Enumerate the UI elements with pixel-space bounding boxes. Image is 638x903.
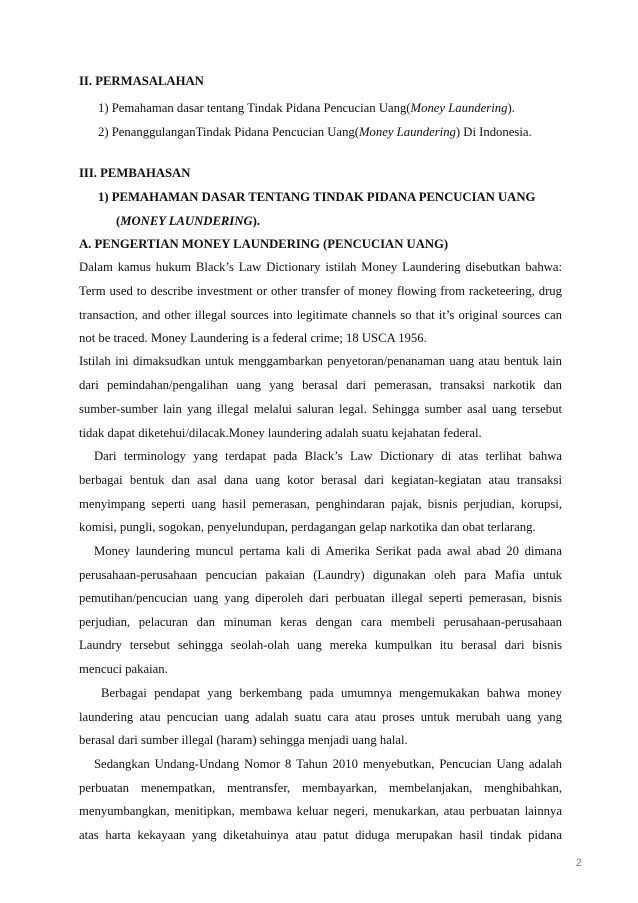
paragraph-line: pemutihan/pencucian uang yang diperoleh dari perbuatan illegal seperti pemerasan, bisnis [79, 591, 562, 605]
subsection-heading-1: 1) PEMAHAMAN DASAR TENTANG TINDAK PIDANA PENCUCIAN UANG [98, 190, 536, 204]
page-number: 2 [575, 857, 582, 869]
paragraph-line: perbuatan menempatkan, mentransfer, membayarkan, membelanjakan, menghibahkan, [79, 781, 562, 795]
paragraph-line: menyumbangkan, menitipkan, membawa keluar negeri, menukarkan, atau perbuatan lainnya [79, 804, 562, 818]
list-item-2: 2) PenanggulanganTindak Pidana Pencucian Uang(Money Laundering) Di Indonesia. [98, 125, 532, 139]
paragraph-line: perusahaan-perusahaan pencucian pakaian (Laundry) digunakan oleh para Mafia untuk [79, 568, 562, 582]
paragraph-line: Dalam kamus hukum Black’s Law Dictionary istilah Money Laundering disebutkan bahwa: [79, 260, 562, 274]
section-heading-permasalahan: II. PERMASALAHAN [79, 74, 204, 88]
paragraph-line: transaction, and other illegal sources into legitimate channels so that it’s original sources can [79, 308, 562, 322]
list-item-1: 1) Pemahaman dasar tentang Tindak Pidana Pencucian Uang(Money Laundering). [98, 101, 515, 115]
subsection-heading-a: A. PENGERTIAN MONEY LAUNDERING (PENCUCIAN UANG) [79, 237, 449, 251]
paragraph-line: Dari terminology yang terdapat pada Black’s Law Dictionary di atas terlihat bahwa [94, 449, 562, 463]
paragraph-line: Istilah ini dimaksudkan untuk menggambarkan penyetoran/penanaman uang atau bentuk lain [79, 354, 562, 368]
paragraph-line: komisi, pungli, sogokan, penyelundupan, perdagangan gelap narkotika dan obat terlarang. [79, 520, 536, 534]
paragraph-line: tidak dapat diketehui/dilacak.Money laundering adalah suatu kejahatan federal. [79, 426, 482, 440]
paragraph-line: Berbagai pendapat yang berkembang pada umumnya mengemukakan bahwa money [101, 686, 562, 700]
paragraph-line: Laundry tersebut sehingga seolah-olah uang mereka kumpulkan itu berasal dari bisnis [79, 638, 562, 652]
paragraph-line: sumber-sumber lain yang illegal melalui saluran legal. Sehingga sumber asal uang tersebut [79, 402, 562, 416]
paragraph-line: laundering atau pencucian uang adalah suatu cara atau proses untuk merubah uang yang [79, 710, 562, 724]
paragraph-line: mencuci pakaian. [79, 662, 168, 676]
section-heading-pembahasan: III. PEMBAHASAN [79, 166, 191, 180]
subsection-heading-1-cont: (MONEY LAUNDERING). [116, 214, 261, 228]
paragraph-line: berbagai bentuk dan asal dana uang kotor berasal dari kegiatan-kegiatan atau transaksi [79, 473, 562, 487]
paragraph-line: Money laundering muncul pertama kali di Amerika Serikat pada awal abad 20 dimana [94, 544, 562, 558]
paragraph-line: perjudian, pelacuran dan minuman keras dengan cara membeli perusahaan-perusahaan [79, 615, 562, 629]
paragraph-line: berasal dari sumber illegal (haram) sehingga menjadi uang halal. [79, 733, 408, 747]
paragraph-line: Term used to describe investment or other transfer of money flowing from racketeering, drug [79, 284, 562, 298]
paragraph-line: dari pemindahan/pengalihan uang yang berasal dari pemerasan, transaksi narkotik dan [79, 378, 562, 392]
paragraph-line: Sedangkan Undang-Undang Nomor 8 Tahun 2010 menyebutkan, Pencucian Uang adalah [94, 757, 562, 771]
paragraph-line: atas harta kekayaan yang diketahuinya atau patut diduga merupakan hasil tindak pidana [79, 828, 562, 842]
paragraph-line: not be traced. Money Laundering is a federal crime; 18 USCA 1956. [79, 331, 427, 345]
paragraph-line: menyimpang seperti uang hasil pemerasan, penghindaran pajak, bisnis perjudian, korupsi, [79, 497, 562, 511]
